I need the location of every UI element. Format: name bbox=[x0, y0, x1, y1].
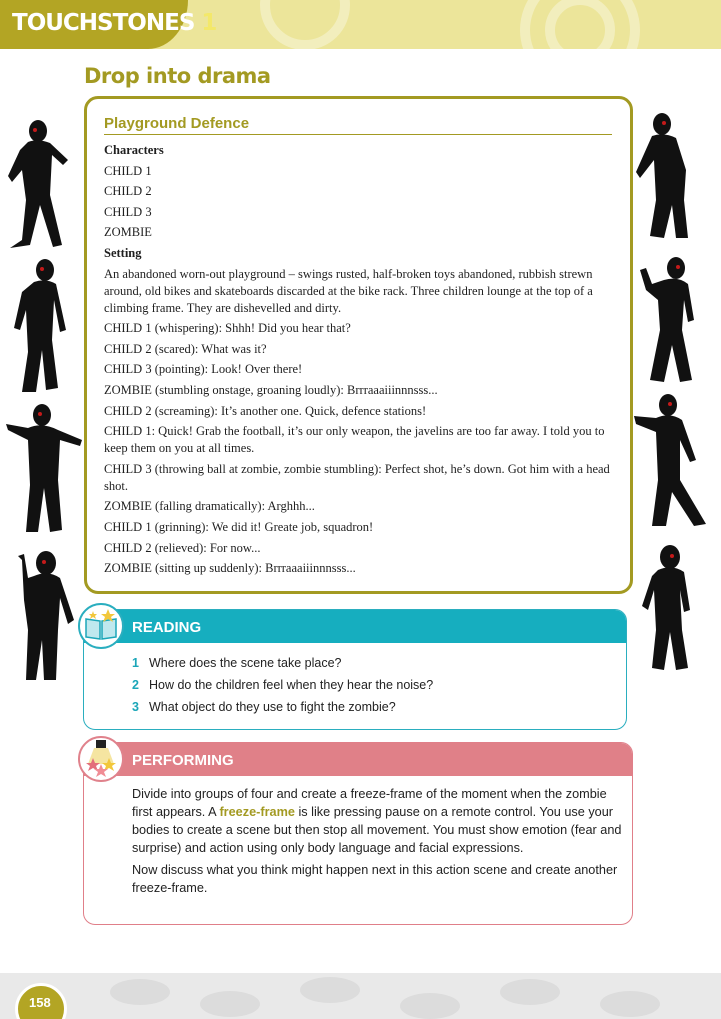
script-heading: Setting bbox=[104, 245, 142, 260]
script-line: CHILD 3 (pointing): Look! Over there! bbox=[104, 362, 303, 377]
script-line: CHILD 3 (throwing ball at zombie, zombie stumbling): Perfect shot, he’s down. Got him with a head shot. bbox=[104, 461, 610, 493]
script-line: CHILD 2 bbox=[104, 184, 152, 199]
zombie-silhouette-icon bbox=[18, 551, 74, 680]
page-footer bbox=[0, 973, 721, 1019]
question-item: 1 Where does the scene take place? bbox=[132, 656, 342, 670]
script-line: CHILD 2 (relieved): For now... bbox=[104, 540, 261, 555]
zombie-silhouette-icon bbox=[640, 257, 694, 382]
script-line: CHILD 1: Quick! Grab the football, it’s our only weapon, the javelins are too far away. I told you to keep them on you at all times. bbox=[104, 424, 605, 456]
script-line: An abandoned worn-out playground – swings rusted, half-broken toys abandoned, rubbish strewn around, old bikes and skateboards discarded at the bike rack. Three children lounge at the top of a climbing frame. They are dishevelled and dirty. bbox=[104, 266, 593, 315]
performing-panel bbox=[83, 742, 633, 925]
script-line: CHILD 2 (scared): What was it? bbox=[104, 341, 267, 356]
performing-paragraph: Now discuss what you think might happen next in this action scene and create another freeze-frame. bbox=[132, 863, 618, 895]
freeze-frame-term: freeze-frame bbox=[219, 805, 295, 819]
performing-text bbox=[132, 785, 626, 901]
zombie-silhouette-icon bbox=[636, 113, 688, 238]
brand-title: TOUCHSTONES 1 bbox=[12, 10, 217, 36]
reading-label: READING bbox=[132, 619, 202, 636]
script-line: ZOMBIE (sitting up suddenly): Brrraaaiiinnnsss... bbox=[104, 561, 356, 576]
zombie-silhouette-icon bbox=[8, 120, 68, 248]
script-line: ZOMBIE (stumbling onstage, groaning loudly): Brrraaaiiinnnsss... bbox=[104, 382, 438, 397]
open-book-icon bbox=[78, 603, 124, 649]
question-item: 3 What object do they use to fight the zombie? bbox=[132, 700, 396, 714]
zombie-silhouette-icon bbox=[642, 545, 690, 670]
script-line: CHILD 3 bbox=[104, 204, 152, 219]
zombie-silhouette-icon bbox=[634, 394, 706, 526]
script-line: ZOMBIE (falling dramatically): Arghhh... bbox=[104, 499, 315, 514]
question-item: 2 How do the children feel when they hear the noise? bbox=[132, 678, 434, 692]
question-list bbox=[132, 652, 433, 718]
script-line: CHILD 1 (whispering): Shhh! Did you hear that? bbox=[104, 321, 351, 336]
performing-label: PERFORMING bbox=[132, 752, 234, 769]
stage-spotlight-icon bbox=[78, 736, 124, 782]
script-line: ZOMBIE bbox=[104, 225, 152, 240]
script-panel bbox=[84, 96, 633, 594]
section-title: Drop into drama bbox=[84, 64, 271, 88]
script-line: CHILD 1 bbox=[104, 163, 152, 178]
page-number: 158 bbox=[29, 995, 51, 1010]
script-body bbox=[104, 142, 612, 577]
script-line: CHILD 1 (grinning): We did it! Greate job, squadron! bbox=[104, 519, 374, 534]
zombie-silhouette-icon bbox=[6, 404, 82, 532]
zombie-silhouette-icon bbox=[14, 259, 66, 392]
script-line: CHILD 2 (screaming): It’s another one. Quick, defence stations! bbox=[104, 403, 427, 418]
script-heading: Characters bbox=[104, 143, 164, 157]
script-title: Playground Defence bbox=[104, 115, 612, 135]
reading-panel bbox=[83, 609, 627, 730]
performing-paragraph: Divide into groups of four and create a freeze-frame of the moment when the zombie first appears. A freeze-frame is like pressing pause on a remote control. You use your bodies to create a scene but then stop all movement. You must show emotion (fear and surprise) and action using only body language and facial expressions. bbox=[132, 787, 622, 855]
